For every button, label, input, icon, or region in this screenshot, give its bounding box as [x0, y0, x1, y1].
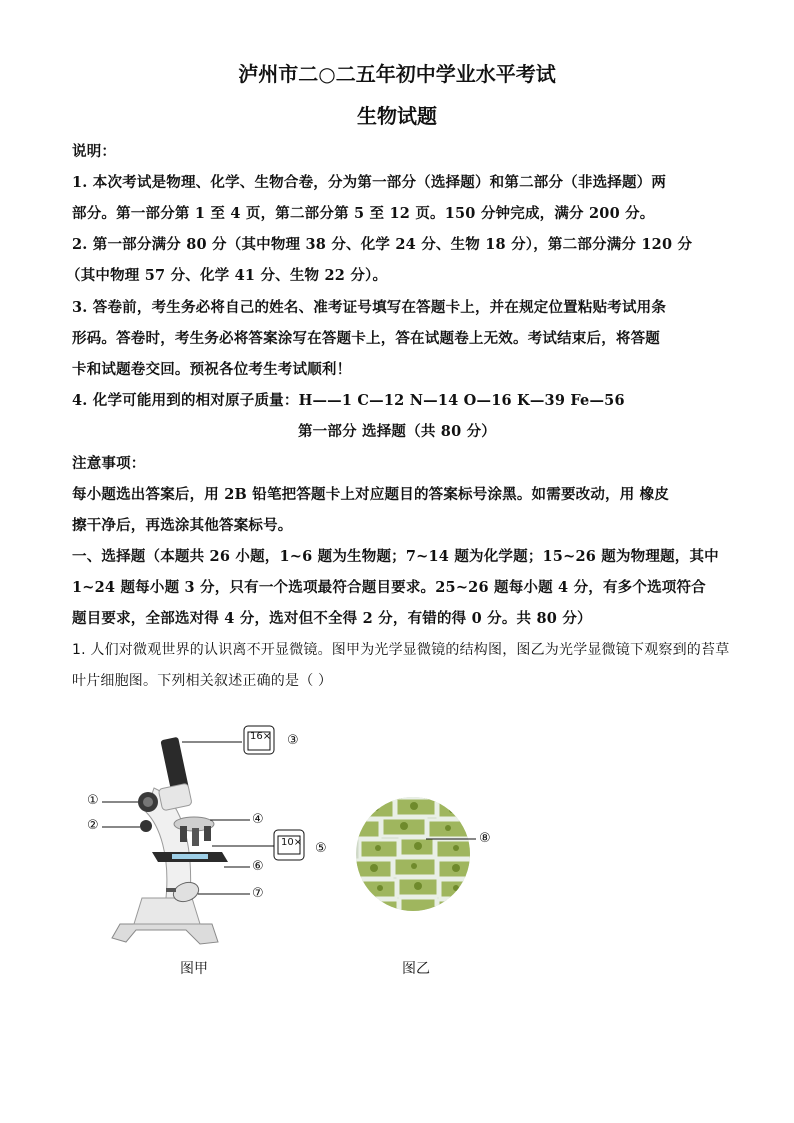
objective-magnification: 10× — [281, 837, 303, 848]
figure-a-caption: 图甲 — [180, 961, 208, 977]
figure-b-caption: 图乙 — [402, 961, 430, 977]
label-4: ④ — [252, 812, 264, 827]
section-line-2: 1~24 题每小题 3 分，只有一个选项最符合题目要求。25~26 题每小题 4 分，有多个选项符合 — [72, 579, 706, 596]
notes-line-2: 擦干净后，再选涂其他答案标号。 — [72, 517, 293, 534]
label-5: ⑤ — [315, 841, 327, 856]
instruction-2-line-2: （其中物理 57 分、化学 41 分、生物 22 分）。 — [66, 267, 388, 284]
label-3: ③ — [287, 733, 299, 748]
label-1: ① — [87, 793, 99, 808]
notes-line-1: 每小题选出答案后，用 2B 铅笔把答题卡上对应题目的答案标号涂黑。如需要改动，用 橡皮 — [72, 486, 670, 503]
label-2: ② — [87, 818, 99, 833]
exam-title: 泸州市二○二五年初中学业水平考试 — [238, 62, 556, 86]
part1-heading: 第一部分 选择题（共 80 分） — [297, 423, 497, 440]
notes-heading: 注意事项： — [72, 455, 146, 472]
leaf-cells-figure — [356, 796, 496, 914]
section-line-1: 一、选择题（本题共 26 小题，1~6 题为生物题；7~14 题为化学题；15~26 题为物理题，其中 — [72, 548, 719, 565]
microscope-figure — [82, 716, 312, 952]
instruction-3-line-2: 形码。答卷时，考生务必将答案涂写在答题卡上，答在试题卷上无效。考试结束后，将答题 — [72, 330, 660, 347]
instruction-1-line-2: 部分。第一部分第 1 至 4 页，第二部分第 5 至 12 页。150 分钟完成，满分 200 分。 — [72, 205, 655, 222]
label-6: ⑥ — [252, 859, 264, 874]
question-1-line-1: 1. 人们对微观世界的认识离不开显微镜。图甲为光学显微镜的结构图，图乙为光学显微镜下观察到的苔草 — [72, 642, 730, 658]
section-line-3: 题目要求，全部选对得 4 分，选对但不全得 2 分，有错的得 0 分。共 80 分） — [72, 610, 592, 627]
instructions-heading: 说明： — [72, 143, 117, 160]
question-1-line-2: 叶片细胞图。下列相关叙述正确的是（ ） — [72, 673, 333, 689]
eyepiece-magnification: 16× — [250, 731, 272, 742]
instruction-1-line-1: 1. 本次考试是物理、化学、生物合卷，分为第一部分（选择题）和第二部分（非选择题）两 — [72, 174, 667, 191]
instruction-3-line-1: 3. 答卷前，考生务必将自己的姓名、准考证号填写在答题卡上，并在规定位置粘贴考试用条 — [72, 299, 667, 316]
exam-subtitle: 生物试题 — [357, 104, 437, 128]
label-7: ⑦ — [252, 886, 264, 901]
instruction-3-line-3: 卡和试题卷交回。预祝各位考生考试顺利！ — [72, 361, 352, 378]
instruction-4: 4. 化学可能用到的相对原子质量：H——1 C—12 N—14 O—16 K—39 Fe—56 — [72, 392, 625, 409]
label-8: ⑧ — [479, 831, 491, 846]
instruction-2-line-1: 2. 第一部分满分 80 分（其中物理 38 分、化学 24 分、生物 18 分），第二部分满分 120 分 — [72, 236, 693, 253]
